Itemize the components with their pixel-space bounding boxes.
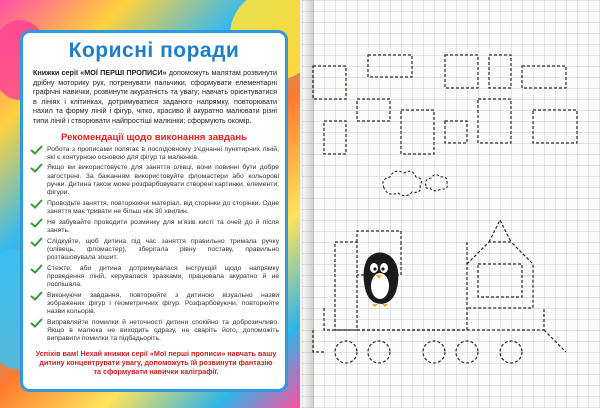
page-title: Корисні поради <box>68 39 240 62</box>
check-icon <box>30 318 43 328</box>
graph-paper <box>302 0 600 408</box>
check-icon <box>30 145 43 155</box>
check-icon <box>30 264 43 274</box>
list-item: Проводьте заняття, повторюючи матеріал, від сторінки до сторінки. Одне заняття має тривати не більш ніж 30 хвилин. <box>27 200 279 216</box>
tips-card <box>20 30 288 392</box>
check-icon <box>30 237 43 247</box>
list-item: Виконуючи завдання, повторюйте з дитиною візуально назви зображених фігур і геометричних фігур. Розфарбовуючи, повторюйте назви кольорів. <box>27 292 279 317</box>
page-gutter-shadow <box>302 0 314 408</box>
list-item: Не забувайте проводити розминку для м'язів кисті та очей до й після занять. <box>27 219 279 235</box>
intro-bold: Книжки серії «МОЇ ПЕРШІ ПРОПИСИ» <box>33 68 167 77</box>
right-page-grid <box>302 0 600 408</box>
list-item: Виправляйте помилки й неточності дитини спокійно та доброзичливо. Якщо в малюка не виходить одразу, не сваріть його, допоможіть виправити помилки та підбадьоріть. <box>27 319 279 344</box>
check-icon <box>30 291 43 301</box>
check-icon <box>30 199 43 209</box>
check-icon <box>30 163 43 173</box>
list-item: Робота з прописами полягає в послідовному з'єднанні пунктирних ліній, які є контурною основою для фігур та малюнків. <box>27 146 279 162</box>
list-item: Слідкуйте, щоб дитина під час заняття правильно тримала ручку (олівець, фломастер), зберігала рівну поставу, правильно розташовувала зошит. <box>27 238 279 263</box>
list-item: Стежте, аби дитина дотримувалася інструкцій щодо напрямку проведення ліній, керувалася зразками, працювала акуратно й не поспішала. <box>27 265 279 290</box>
recommendations-title: Рекомендації щодо виконання завдань <box>60 131 248 143</box>
tips-list <box>23 146 285 344</box>
list-item: Якщо ви використовуєте для заняття олівці, вони повинні бути добре загострені. За бажанням використовуйте фломастери або кольорові ручки. Дитина також може розфарбовувати створені картинки, елементи, фігури. <box>27 164 279 197</box>
intro-text: допоможуть малятам розвинути дрібну моторику рук, потренувати пальчики, сформувати елементарні графічні навички, розвинути акуратність та увагу; навчать орієнтуватися в лініях і клітинках, дотримуватися заданого напрямку, повторювати нахил та форму ліній і фігур, чітко, красиво й акуратно малювати різні типи ліній і створювати найпростіші малюнки; сформують окомір. <box>33 68 277 125</box>
intro-paragraph <box>33 68 277 126</box>
check-icon <box>30 218 43 228</box>
closing-message: Успіхів вам! Нехай книжки серії «Мої перші прописи» навчать вашу дитину концентрувати увагу, допоможуть їй розвинути фантазію та сформувати навички каліграфії. <box>35 348 277 377</box>
